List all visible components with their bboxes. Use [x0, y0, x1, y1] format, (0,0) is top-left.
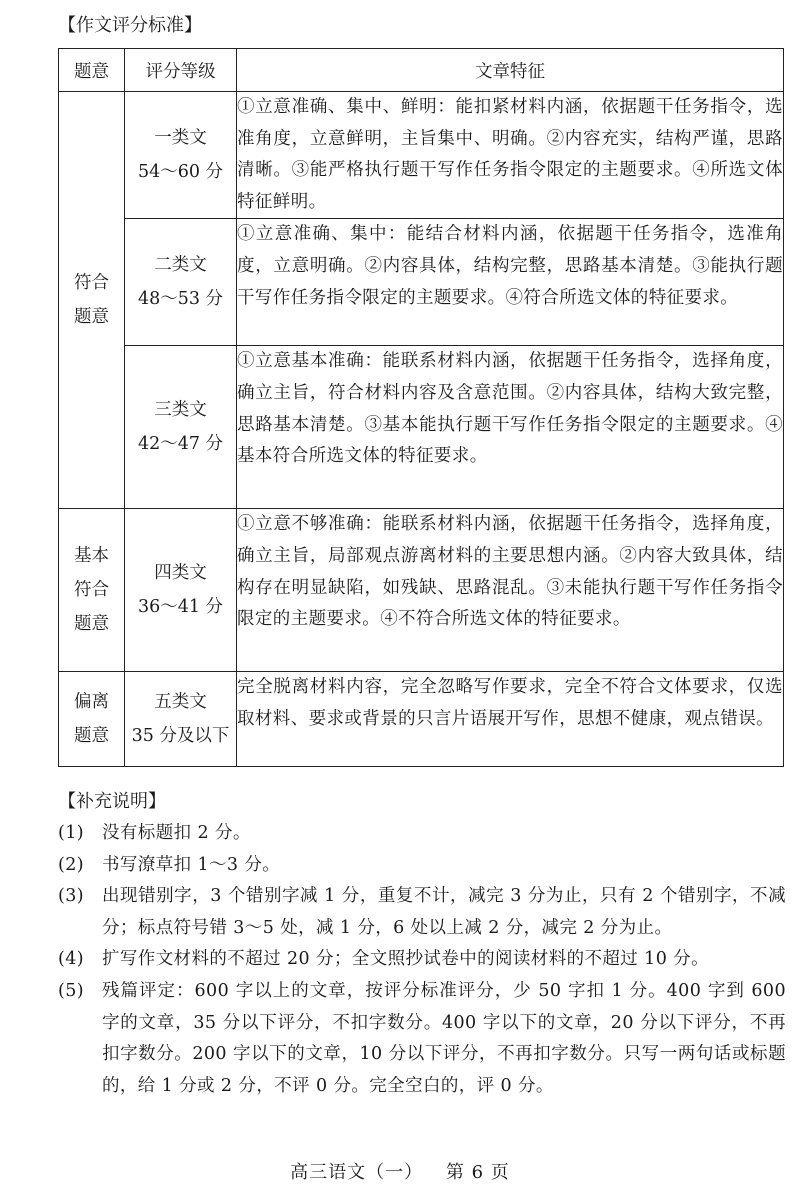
grade-cell [125, 672, 237, 767]
note-text: 出现错别字，3 个错别字减 1 分，重复不计，减完 3 分为止，只有 2 个错别字，不减分；标点符号错 3～5 处，减 1 分，6 处以上减 2 分，减完 2 分为止。 [102, 886, 786, 938]
grade-cell [125, 92, 237, 219]
note-text: 书写潦草扣 1～3 分。 [102, 854, 281, 875]
grade-range: 48～53 分 [137, 289, 224, 310]
rubric-section-title: 【作文评分标准】 [58, 15, 202, 36]
note-item [58, 944, 786, 976]
category-deviate [59, 672, 125, 767]
note-item [58, 976, 786, 1102]
note-number: (1) [58, 823, 84, 843]
note-item [58, 818, 786, 850]
feature-text: ①立意不够准确：能联系材料内涵，依据题干任务指令，选择角度，确立主旨，局部观点游离材料的主要思想内涵。②内容大致具体，结构存在明显缺陷，如残缺、思路混乱。③未能执行题干写作任务指令限定的主题要求。④不符合所选文体的特征要求。 [237, 509, 784, 672]
grade-cell [125, 509, 237, 672]
note-number: (4) [58, 949, 84, 970]
grade-cell [125, 346, 237, 509]
table-row [59, 219, 784, 346]
grade-range: 36～41 分 [137, 597, 224, 618]
category-label: 基本 符合 题意 [74, 546, 109, 635]
category-basic-fit [59, 509, 125, 672]
grade-name: 五类文 [154, 692, 207, 713]
feature-text: 完全脱离材料内容，完全忽略写作要求，完全不符合文体要求，仅选取材料、要求或背景的只言片语展开写作，思想不健康，观点错误。 [237, 672, 784, 767]
grade-range: 35 分及以下 [131, 726, 230, 747]
note-text: 没有标题扣 2 分。 [102, 823, 251, 843]
header-features: 文章特征 [237, 49, 784, 92]
table-row [59, 346, 784, 509]
note-item [58, 850, 786, 882]
grade-range: 54～60 分 [137, 162, 224, 183]
table-row [59, 92, 784, 219]
table-header-row [59, 49, 784, 92]
grade-name: 一类文 [154, 128, 207, 149]
supplementary-notes [58, 790, 786, 1102]
grade-range: 42～47 分 [137, 434, 224, 455]
feature-text: ①立意准确、集中、鲜明：能扣紧材料内涵，依据题干任务指令，选准角度，立意鲜明，主旨集中、明确。②内容充实，结构严谨，思路清晰。③能严格执行题干写作任务指令限定的主题要求。④所选文体特征鲜明。 [237, 92, 784, 219]
feature-text: ①立意准确、集中：能结合材料内涵，依据题干任务指令，选准角度，立意明确。②内容具体，结构完整，思路基本清楚。③能执行题干写作任务指令限定的主题要求。④符合所选文体的特征要求。 [237, 219, 784, 346]
table-row [59, 672, 784, 767]
note-number: (5) [58, 980, 84, 1001]
category-fit [59, 92, 125, 509]
note-number: (3) [58, 886, 84, 907]
note-text: 扩写作文材料的不超过 20 分；全文照抄试卷中的阅读材料的不超过 10 分。 [102, 949, 709, 970]
grade-name: 三类文 [154, 400, 207, 421]
category-label: 偏离 题意 [74, 692, 109, 747]
header-topic: 题意 [59, 49, 125, 92]
feature-text: ①立意基本准确：能联系材料内涵，依据题干任务指令，选择角度，确立主旨，符合材料内容及含意范围。②内容具体，结构大致完整，思路基本清楚。③基本能执行题干写作任务指令限定的主题要求。④基本符合所选文体的特征要求。 [237, 346, 784, 509]
page-number: 第 6 页 [445, 1162, 510, 1183]
category-label: 符合 题意 [74, 273, 109, 328]
scoring-rubric-table [58, 48, 784, 767]
note-text: 残篇评定：600 字以上的文章，按评分标准评分，少 50 字扣 1 分。400 字到 600 字的文章，35 分以下评分，不扣字数分。400 字以下的文章，20 分以下评分，不再扣字数分。200 字以下的文章，10 分以下评分，不再扣字数分。只写一两句话或标题的，给 1 分或 2 分，不评 0 分。完全空白的，评 0 分。 [102, 980, 786, 1096]
grade-name: 四类文 [154, 563, 207, 584]
notes-section-title: 【补充说明】 [58, 791, 166, 812]
footer-subject: 高三语文（一） [290, 1162, 424, 1183]
note-number: (2) [58, 854, 84, 875]
page-footer [0, 1158, 800, 1184]
table-row [59, 509, 784, 672]
note-item [58, 881, 786, 944]
grade-name: 二类文 [154, 255, 207, 276]
header-grade: 评分等级 [125, 49, 237, 92]
grade-cell [125, 219, 237, 346]
